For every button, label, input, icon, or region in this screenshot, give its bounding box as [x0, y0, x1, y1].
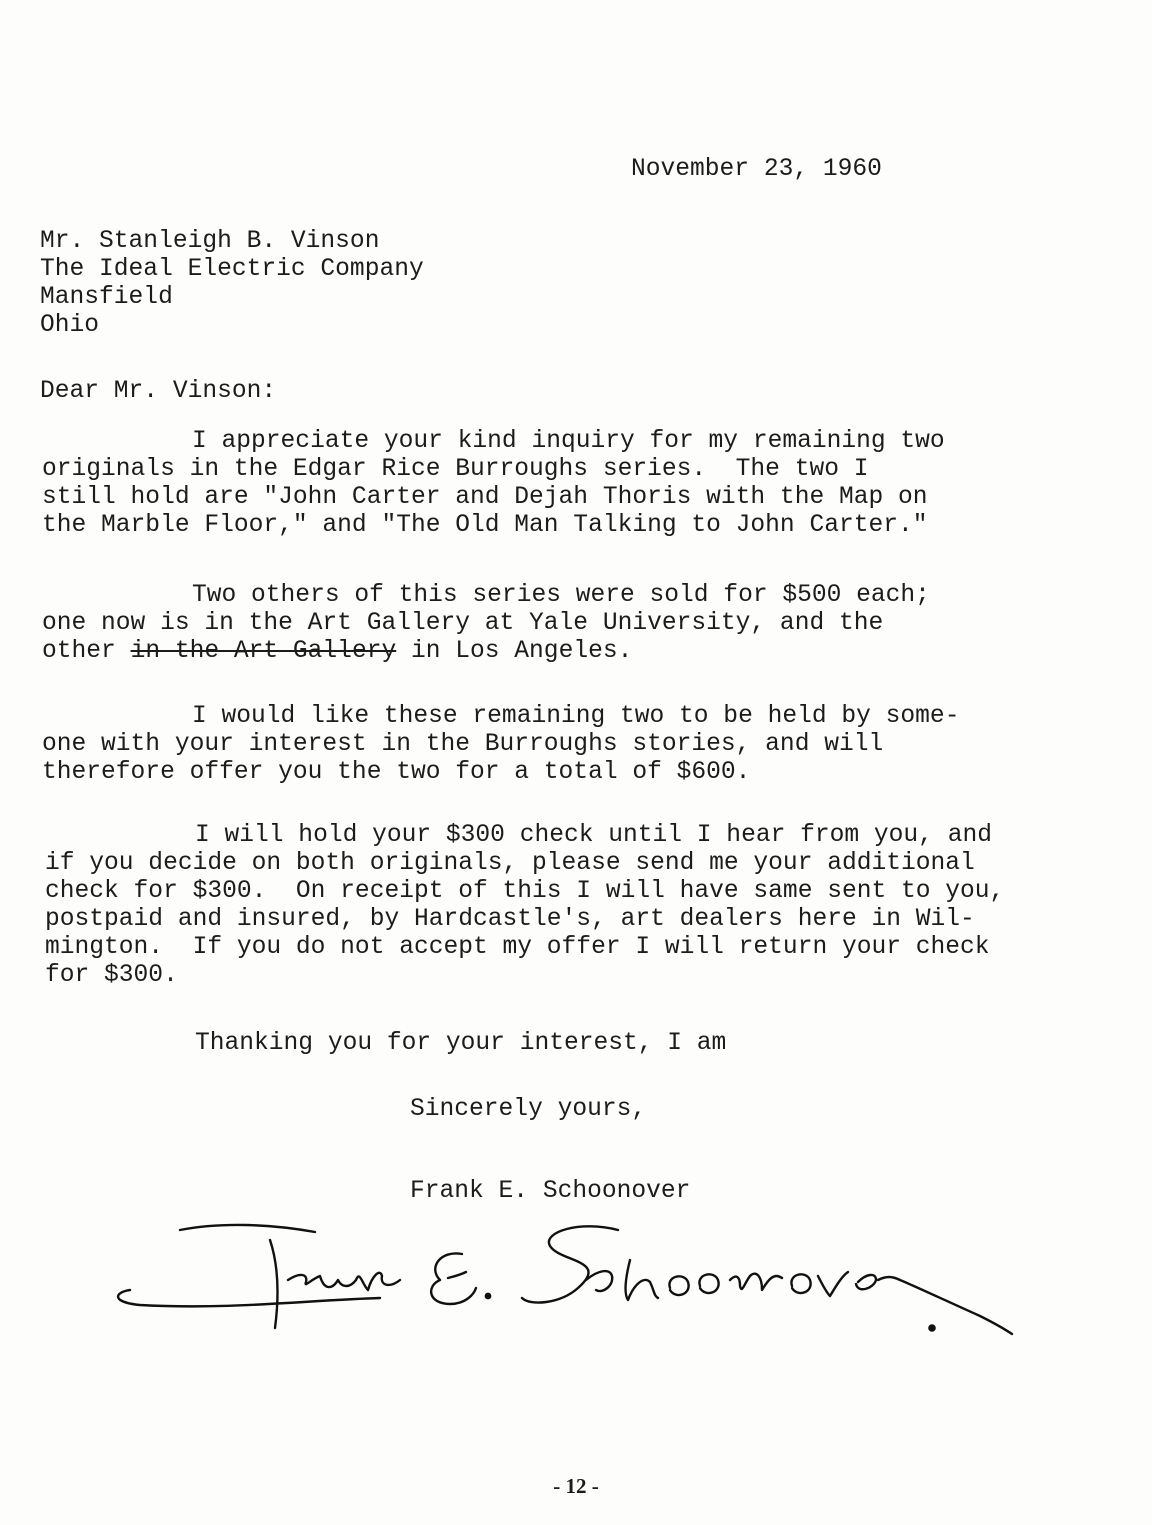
recipient-state: Ohio	[40, 312, 100, 339]
paragraph-line: I will hold your $300 check until I hear from you, and	[195, 822, 992, 849]
paragraph-3	[42, 703, 959, 787]
recipient-city: Mansfield	[40, 284, 173, 311]
paragraph-line: originals in the Edgar Rice Burroughs series. The two I	[42, 456, 869, 483]
sign-off: Sincerely yours,	[410, 1096, 647, 1123]
handwritten-signature	[110, 1210, 1040, 1360]
page-number: - 12 -	[553, 1474, 599, 1498]
paragraph-line: Two others of this series were sold for $500 each;	[192, 582, 930, 609]
paragraph-line: if you decide on both originals, please send me your additional	[45, 850, 975, 877]
paragraph-2	[42, 582, 930, 666]
recipient-name: Mr. Stanleigh B. Vinson	[40, 228, 380, 255]
paragraph-4	[45, 822, 1004, 990]
typed-signatory-name: Frank E. Schoonover	[410, 1178, 691, 1205]
paragraph-line: still hold are "John Carter and Dejah Thoris with the Map on	[42, 484, 928, 511]
salutation: Dear Mr. Vinson:	[40, 378, 277, 405]
paragraph-line: postpaid and insured, by Hardcastle's, art dealers here in Wil-	[45, 906, 975, 933]
paragraph-line: the Marble Floor," and "The Old Man Talking to John Carter."	[42, 512, 928, 539]
paragraph-1	[42, 428, 945, 540]
paragraph-line: I appreciate your kind inquiry for my remaining two	[192, 428, 945, 455]
paragraph-line: I would like these remaining two to be held by some-	[192, 703, 960, 730]
text-before-strike: other	[42, 638, 131, 665]
closing-line: Thanking you for your interest, I am	[195, 1030, 727, 1057]
struck-text: in the Art Gallery	[130, 638, 397, 665]
paragraph-line: therefore offer you the two for a total of $600.	[42, 759, 751, 786]
paragraph-line: one now is in the Art Gallery at Yale University, and the	[42, 610, 884, 637]
letter-date: November 23, 1960	[631, 156, 882, 183]
paragraph-line-with-strikethrough	[42, 638, 930, 666]
paragraph-line: check for $300. On receipt of this I will have same sent to you,	[45, 878, 1005, 905]
recipient-company: The Ideal Electric Company	[40, 256, 424, 283]
paragraph-line: for $300.	[45, 962, 178, 989]
text-after-strike: in Los Angeles.	[396, 638, 633, 665]
paragraph-line: mington. If you do not accept my offer I will return your check	[45, 934, 990, 961]
paragraph-line: one with your interest in the Burroughs stories, and will	[42, 731, 884, 758]
